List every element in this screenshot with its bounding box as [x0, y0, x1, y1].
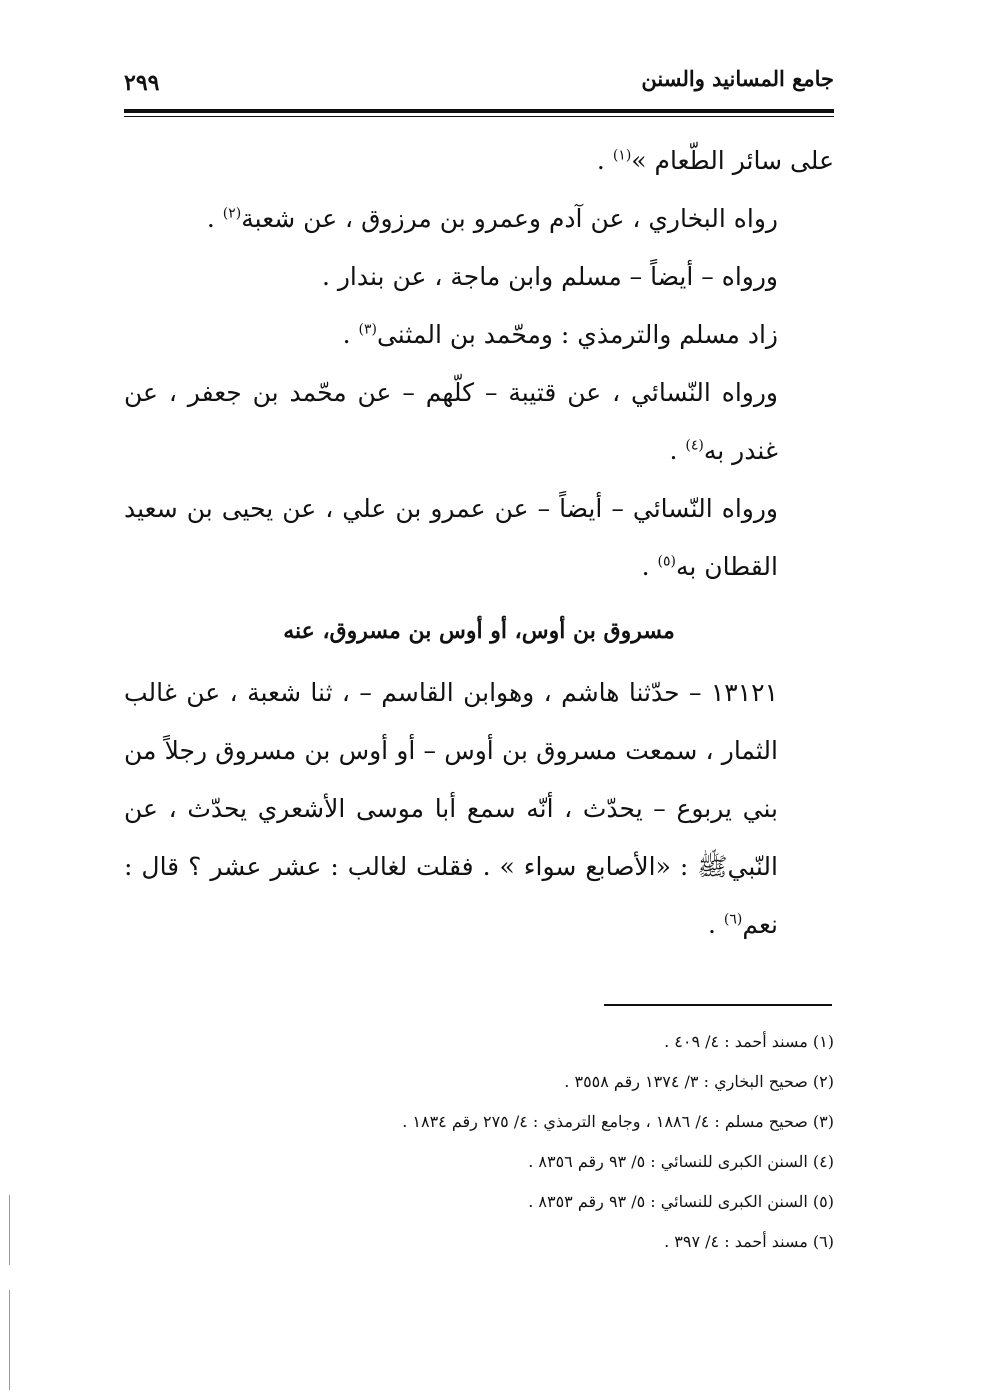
scan-edge-mark [9, 1290, 10, 1390]
header-rule-thin [124, 116, 834, 117]
hadith-paragraph: ١٣١٢١ – حدّثنا هاشم ، وهوابن القاسم – ، ثنا شعبة ، عن غالب الثمار ، سمعت مسروق بن أوس – أو أوس بن مسروق رجلاً من بني يربوع – يحدّث ، أنّه سمع أبا موسى الأشعري يحدّث ، عن النّبيﷺ : «الأصابع سواء » . فقلت لغالب : عشر عشر ؟ قال : نعم$^{(٦)}$ . [124, 678, 778, 939]
paragraph: ورواه النّسائي ، عن قتيبة – كلّهم – عن محّمد بن جعفر ، عن غندر به$^{(٤)}$ . [124, 378, 778, 465]
section-heading: مسروق بن أوس، أو أوس بن مسروق، عنه [283, 618, 675, 644]
paragraph: رواه البخاري ، عن آدم وعمرو بن مرزوق ، عن شعبة$^{(٢)}$ . [206, 204, 778, 233]
footnote-ref: (١) [612, 147, 632, 164]
footnote-ref: (٢) [222, 205, 242, 222]
paragraph-text: زاد مسلم والترمذي : ومحّمد بن المثنى [376, 320, 778, 349]
footnote: (٤) السنن الكبرى للنسائي : ٥/ ٩٣ رقم ٨٣٥٦ . [528, 1152, 834, 1171]
paragraph-text: ١٣١٢١ – حدّثنا هاشم ، وهوابن القاسم – ، ثنا شعبة ، عن غالب الثمار ، سمعت مسروق بن أوس – أو أوس بن مسروق رجلاً من بني يربوع – يحدّث ، أنّه سمع أبا موسى الأشعري يحدّث ، عن النّبيﷺ : «الأصابع سواء » . فقلت لغالب : عشر عشر ؟ قال : نعم [124, 678, 778, 939]
paragraph: ورواه – أيضاً – مسلم وابن ماجة ، عن بندار . [321, 262, 778, 291]
paragraph-text: رواه البخاري ، عن آدم وعمرو بن مرزوق ، عن شعبة [241, 204, 778, 233]
footnote-ref: (٤) [685, 437, 704, 454]
paragraph: ورواه النّسائي – أيضاً – عن عمرو بن علي ، عن يحيى بن سعيد القطان به$^{(٥)}$ . [124, 494, 778, 581]
footnote-separator [604, 1004, 832, 1006]
scan-edge-mark [9, 1195, 10, 1265]
footnote: (٦) مسند أحمد : ٤/ ٣٩٧ . [664, 1232, 834, 1251]
paragraph-text: ورواه النّسائي ، عن قتيبة – كلّهم – عن محّمد بن جعفر ، عن غندر به [124, 378, 778, 465]
footnote: (٢) صحيح البخاري : ٣/ ١٣٧٤ رقم ٣٥٥٨ . [564, 1072, 834, 1091]
paragraph: على سائر الطّعام »$^{(١)}$ . [596, 146, 834, 175]
header-rule-thick [124, 109, 834, 113]
main-text [124, 132, 834, 954]
footnote-ref: (٦) [723, 911, 743, 928]
footnote: (٣) صحيح مسلم : ٤/ ١٨٨٦ ، وجامع الترمذي : ٤/ ٢٧٥ رقم ١٨٣٤ . [402, 1112, 834, 1131]
page-header [124, 60, 834, 100]
running-title: جامع المسانيد والسنن [641, 66, 834, 91]
paragraph-text: ورواه النّسائي – أيضاً – عن عمرو بن علي ، عن يحيى بن سعيد القطان به [124, 494, 778, 581]
footnote-ref: (٣) [358, 321, 377, 338]
paragraph-text: على سائر الطّعام » [631, 146, 834, 175]
page-number: ٢٩٩ [124, 70, 160, 96]
footnote: (١) مسند أحمد : ٤/ ٤٠٩ . [664, 1032, 834, 1051]
footnote-ref: (٥) [657, 553, 676, 570]
footnote: (٥) السنن الكبرى للنسائي : ٥/ ٩٣ رقم ٨٣٥٣ . [528, 1192, 834, 1211]
paragraph: زاد مسلم والترمذي : ومحّمد بن المثنى$^{(٣)}$ . [342, 320, 778, 349]
footnotes [124, 1022, 834, 1262]
